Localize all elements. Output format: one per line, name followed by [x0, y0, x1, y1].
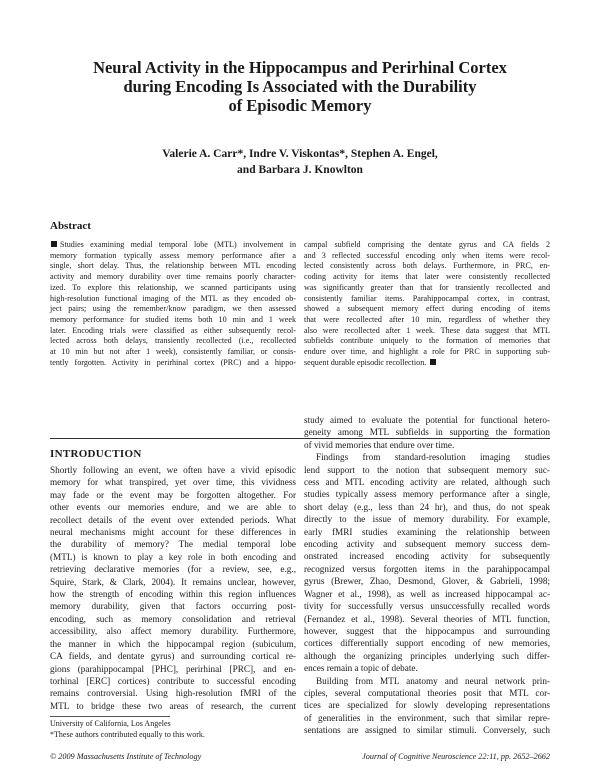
body-line: Building from MTL anatomy and neural network prin-: [316, 675, 550, 686]
body-line: ciples, several computational theories posit that MTL cor-: [304, 687, 550, 698]
abstract-line: and 3 reflected successful encoding only when items were recol-: [304, 250, 550, 260]
abstract-line: was significantly greater than that for transiently recollected and: [304, 282, 550, 292]
body-line: Wagner et al., 1998), as well as increased hippocampal ac-: [304, 588, 550, 599]
author-line: and Barbara J. Knowlton: [237, 164, 363, 176]
abstract-line: coding activity for items that later were consistently recollected: [304, 272, 550, 282]
article-title: [40, 58, 560, 115]
footnote-rule: [50, 716, 170, 717]
abstract-line: subfields contribute uniquely to the formation of memories that: [304, 336, 550, 346]
end-mark-icon: [430, 359, 436, 365]
body-line: cortices differentially support encoding of new memories,: [304, 638, 550, 649]
body-line: the durability of memory? The medial temporal lobe: [50, 539, 296, 550]
body-line: other events our memories endure, and we are able to: [50, 502, 296, 513]
abstract-line: endure over time, and highlight a role for PRC in supporting sub-: [304, 347, 550, 357]
title-line: Neural Activity in the Hippocampus and Perirhinal Cortex: [93, 58, 507, 77]
body-line: (Fernandez et al., 1998). Several theories of MTL function,: [304, 613, 550, 624]
body-line: geneity among MTL subfields in supporting the formation: [304, 427, 550, 438]
abstract-line: sequent durable episodic recollection.: [304, 358, 550, 369]
body-line: short delay (e.g., less than 24 hr), and thus, do not speak: [304, 501, 550, 512]
body-line: cess and MTL encoding activity are related, although such: [304, 477, 550, 488]
body-line: tivity for successfully versus unsuccessfully recalled words: [304, 601, 550, 612]
abstract-line: lected consistently across both delays. Furthermore, in PRC, en-: [304, 261, 550, 271]
abstract-line: activity and memory durability over time remains poorly character-: [50, 272, 296, 282]
body-line: studies typically assess memory performance after a single,: [304, 489, 550, 500]
body-line: sentations are assigned to similar stimuli. Conversely, such: [304, 725, 550, 736]
square-bullet-icon: [51, 241, 57, 247]
body-line: recognized versus forgotten items in the parahippocampal: [304, 563, 550, 574]
body-line: encoding activity and subsequent memory success dem-: [304, 539, 550, 550]
body-line: however, suggest that the hippocampus and surrounding: [304, 625, 550, 636]
abstract-line: also were recollected after 1 week. These data suggest that MTL: [304, 325, 550, 335]
body-line: neural mechanisms might account for these differences in: [50, 527, 296, 538]
abstract-line: memory formation typically assess memory performance after a: [50, 250, 296, 260]
body-line: of vivid memories that endure over time.: [304, 439, 455, 450]
abstract-line: lected across both delays, transiently recollected (i.e., recollected: [50, 336, 296, 346]
body-line: retrieving declarative memories (for a review, see, e.g.,: [50, 564, 296, 575]
author-line: Valerie A. Carr*, Indre V. Viskontas*, Stephen A. Engel,: [162, 148, 438, 160]
body-line: recollect details of the event over extended periods. What: [50, 514, 296, 525]
body-line: gions (parahippocampal [PHC], perirhinal [PRC], and en-: [50, 663, 296, 674]
body-line: MTL to bridge these two areas of research, the current: [50, 700, 296, 711]
introduction-heading: INTRODUCTION: [50, 448, 142, 460]
body-line: Shortly following an event, we often have a vivid episodic: [50, 465, 296, 475]
body-line: remains controversial. Using high-resolution fMRI of the: [50, 688, 296, 699]
body-line: although the organizing principles underlying such differ-: [304, 650, 550, 661]
body-line: memory for what transpired, yet over time, this vividness: [50, 477, 296, 488]
abstract-line: memory performance for studied items both 10 min and 1 week: [50, 314, 296, 324]
abstract-line: Studies examining medial temporal lobe (MTL) involvement in: [50, 240, 296, 251]
body-line: gyrus (Brewer, Zhao, Desmond, Glover, & Gabrieli, 1998;: [304, 576, 550, 587]
body-line: of generalities in the environment, such that similar repre-: [304, 712, 550, 723]
body-line: how the strength of encoding within this region influences: [50, 589, 296, 600]
abstract-left-column: [50, 240, 296, 368]
body-line: CA fields, and dentate gyrus) and surrounding cortical re-: [50, 651, 296, 662]
abstract-heading: Abstract: [50, 220, 91, 232]
body-line: encoding, such as memory consolidation and retrieval: [50, 613, 296, 624]
title-line: during Encoding Is Associated with the Durability: [123, 77, 477, 96]
abstract-line: single, short delay. Thus, the relationship between MTL encoding: [50, 261, 296, 271]
body-line: directly to the issue of memory durability. For example,: [304, 514, 550, 525]
body-line: Squire, Stark, & Clark, 2004). It remains unclear, however,: [50, 576, 296, 587]
body-line: lend support to the notion that subsequent memory suc-: [304, 464, 550, 475]
abstract-line: consistently familiar items. Parahippocampal cortex, in contrast,: [304, 293, 550, 303]
abstract-line: tently forgotten. Activity in perirhinal cortex (PRC) and a hippo-: [50, 357, 296, 367]
abstract-line: at 10 min but not after 1 week), consistently familiar, or consis-: [50, 347, 296, 357]
body-line: (MTL) is known to play a key role in both encoding and: [50, 551, 296, 562]
body-line: accessibility, also affect memory durability. Furthermore,: [50, 626, 296, 637]
body-line: early fMRI studies examining the relationship between: [304, 526, 550, 537]
body-line: Findings from standard-resolution imaging studies: [316, 452, 550, 463]
equal-contribution-footnote: *These authors contributed equally to this work.: [50, 730, 205, 739]
intro-left-column: [50, 464, 296, 712]
body-line: ences remain a topic of debate.: [304, 663, 418, 674]
copyright-notice: © 2009 Massachusetts Institute of Technology: [50, 752, 202, 761]
abstract-line: ject pairs; using the remember/know paradigm, we then assessed: [50, 304, 296, 314]
abstract-right-column: [304, 240, 550, 368]
body-line: the manner in which the hippocampal region (subiculum,: [50, 638, 296, 649]
abstract-line: later. Encoding trials were classified as either subsequently recol-: [50, 325, 296, 335]
abstract-line: that were recollected after 10 min, regardless of whether they: [304, 314, 550, 324]
abstract-line: high-resolution functional imaging of the MTL as they encoded ob-: [50, 293, 296, 303]
body-line: memory durability, given that factors occurring post-: [50, 601, 296, 612]
body-line: may fade or the event may be forgotten altogether. For: [50, 489, 296, 500]
abstract-line: ized. To explore this relationship, we scanned participants using: [50, 282, 296, 292]
title-line: of Episodic Memory: [228, 96, 372, 115]
author-list: [100, 146, 500, 178]
body-line: tices are specialized for slowly developing representations: [304, 700, 550, 711]
abstract-line: campal subfield comprising the dentate gyrus and CA fields 2: [304, 240, 550, 249]
body-line: study aimed to evaluate the potential for functional hetero-: [304, 415, 550, 425]
body-line: torhinal [ERC] cortices) contribute to successful encoding: [50, 675, 296, 686]
abstract-line: showed a subsequent memory effect during encoding of items: [304, 304, 550, 314]
body-line: onstrated increased encoding activity for subsequently: [304, 551, 550, 562]
journal-citation: Journal of Cognitive Neuroscience 22:11, pp. 2652–2662: [362, 752, 550, 761]
intro-right-column: [304, 414, 550, 737]
affiliation-footnote: University of California, Los Angeles: [50, 719, 171, 728]
